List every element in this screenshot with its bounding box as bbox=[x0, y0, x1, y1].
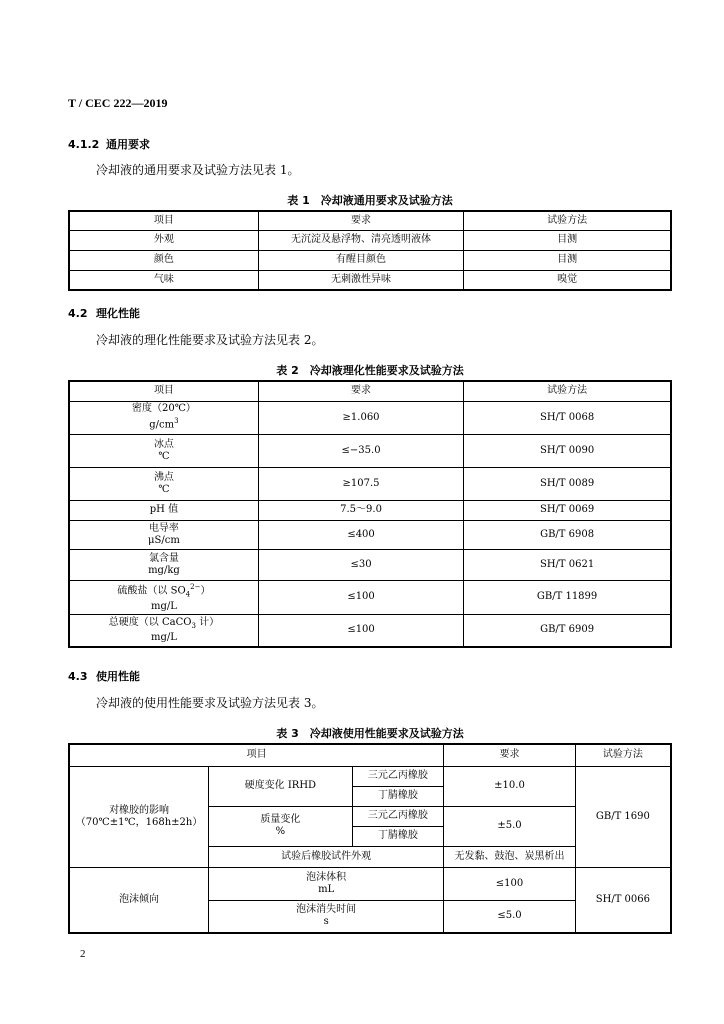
table3 bbox=[68, 743, 672, 934]
table-cell: 冰点 ℃ bbox=[69, 434, 258, 467]
table-cell: 密度（20℃） $g/cm^3$ bbox=[69, 401, 258, 434]
table-row bbox=[69, 500, 671, 520]
table2-caption: 表 2 冷却液理化性能要求及试验方法 bbox=[276, 364, 464, 377]
table-cell: 氯含量 mg/kg bbox=[69, 549, 258, 580]
section-number: 4.2 bbox=[68, 307, 88, 320]
table-cell: ≤100 bbox=[258, 580, 463, 614]
table-cell: 目测 bbox=[464, 250, 671, 270]
table-cell: 电导率 μS/cm bbox=[69, 520, 258, 549]
header-cell: 要求 bbox=[444, 744, 576, 766]
table-cell: 硬度变化 IRHD bbox=[209, 766, 352, 806]
table-cell: 三元乙丙橡胶 bbox=[352, 806, 444, 826]
table-cell: 三元乙丙橡胶 bbox=[352, 766, 444, 786]
table-cell: SH/T 0089 bbox=[464, 467, 671, 500]
table1 bbox=[68, 210, 672, 291]
table-cell: GB/T 6909 bbox=[464, 614, 671, 647]
header-cell: 项目 bbox=[69, 381, 258, 401]
table-header-row bbox=[69, 211, 671, 230]
table-row bbox=[69, 434, 671, 467]
table-row bbox=[69, 580, 671, 614]
table-row bbox=[69, 867, 671, 900]
table-row bbox=[69, 766, 671, 786]
document-header: T / CEC 222—2019 bbox=[68, 96, 168, 110]
table-cell: 丁腈橡胶 bbox=[352, 826, 444, 846]
table-cell: GB/T 6908 bbox=[464, 520, 671, 549]
table-row bbox=[69, 467, 671, 500]
table-cell: GB/T 1690 bbox=[575, 766, 671, 867]
table-cell: 硫酸盐（以 $SO_4^{2-}$） mg/L bbox=[69, 580, 258, 614]
section-text-412: 冷却液的通用要求及试验方法见表 1。 bbox=[96, 163, 300, 177]
table-cell: 泡沫消失时间 s bbox=[209, 900, 444, 933]
section-heading-43 bbox=[68, 668, 140, 684]
table-cell: SH/T 0069 bbox=[464, 500, 671, 520]
table-cell: ±10.0 bbox=[444, 766, 576, 806]
table-cell: 有醒目颜色 bbox=[258, 250, 463, 270]
table2 bbox=[68, 380, 672, 648]
table-cell: ≥1.060 bbox=[258, 401, 463, 434]
table1-caption: 表 1 冷却液通用要求及试验方法 bbox=[287, 194, 453, 207]
table-cell: ≥107.5 bbox=[258, 467, 463, 500]
table-cell: SH/T 0621 bbox=[464, 549, 671, 580]
table-cell: ≤100 bbox=[444, 867, 576, 900]
table-cell: 无沉淀及悬浮物、清亮透明液体 bbox=[258, 230, 463, 250]
table-cell: 沸点 ℃ bbox=[69, 467, 258, 500]
table-cell: 泡沫体积 mL bbox=[209, 867, 444, 900]
table-cell: 外观 bbox=[69, 230, 258, 250]
table-cell: SH/T 0090 bbox=[464, 434, 671, 467]
table-row bbox=[69, 614, 671, 647]
table-header-row bbox=[69, 744, 671, 766]
table-cell: ≤100 bbox=[258, 614, 463, 647]
section-title: 通用要求 bbox=[106, 138, 150, 151]
table-cell: 气味 bbox=[69, 270, 258, 290]
section-number: 4.3 bbox=[68, 670, 88, 683]
table-cell: 目测 bbox=[464, 230, 671, 250]
page-number: 2 bbox=[80, 948, 86, 960]
table-cell: 总硬度（以 CaCO$_3$ 计） mg/L bbox=[69, 614, 258, 647]
header-cell: 要求 bbox=[258, 381, 463, 401]
section-heading-412 bbox=[68, 136, 150, 152]
table-cell: GB/T 11899 bbox=[464, 580, 671, 614]
table-cell: 对橡胶的影响 （70℃±1℃，168h±2h） bbox=[69, 766, 209, 867]
table-cell: 7.5～9.0 bbox=[258, 500, 463, 520]
table-header-row bbox=[69, 381, 671, 401]
table-cell: 丁腈橡胶 bbox=[352, 786, 444, 806]
table-cell: SH/T 0068 bbox=[464, 401, 671, 434]
table-cell: ≤5.0 bbox=[444, 900, 576, 933]
table3-caption: 表 3 冷却液使用性能要求及试验方法 bbox=[276, 727, 464, 740]
header-cell: 试验方法 bbox=[464, 211, 671, 230]
table-row bbox=[69, 250, 671, 270]
section-title: 使用性能 bbox=[96, 670, 140, 683]
section-number: 4.1.2 bbox=[68, 138, 100, 151]
table-row bbox=[69, 401, 671, 434]
table-cell: 无刺激性异味 bbox=[258, 270, 463, 290]
header-cell: 试验方法 bbox=[575, 744, 671, 766]
header-cell: 要求 bbox=[258, 211, 463, 230]
table-cell: 嗅觉 bbox=[464, 270, 671, 290]
table-cell: 质量变化 % bbox=[209, 806, 352, 846]
table-cell: ≤400 bbox=[258, 520, 463, 549]
section-text-43: 冷却液的使用性能要求及试验方法见表 3。 bbox=[96, 696, 324, 710]
header-cell: 项目 bbox=[69, 744, 444, 766]
table-row bbox=[69, 270, 671, 290]
table-cell: 无发黏、鼓泡、炭黑析出 bbox=[444, 846, 576, 867]
table-cell: 颜色 bbox=[69, 250, 258, 270]
table-cell: 泡沫倾向 bbox=[69, 867, 209, 933]
table-cell: ≤30 bbox=[258, 549, 463, 580]
table-row bbox=[69, 230, 671, 250]
table-cell: pH 值 bbox=[69, 500, 258, 520]
table-cell: SH/T 0066 bbox=[575, 867, 671, 933]
table-row bbox=[69, 549, 671, 580]
section-text-42: 冷却液的理化性能要求及试验方法见表 2。 bbox=[96, 333, 324, 347]
table-cell: 试验后橡胶试件外观 bbox=[209, 846, 444, 867]
table-row bbox=[69, 520, 671, 549]
header-cell: 试验方法 bbox=[464, 381, 671, 401]
section-title: 理化性能 bbox=[96, 307, 140, 320]
table-cell: ±5.0 bbox=[444, 806, 576, 846]
section-heading-42 bbox=[68, 305, 140, 321]
table-cell: ≤−35.0 bbox=[258, 434, 463, 467]
header-cell: 项目 bbox=[69, 211, 258, 230]
